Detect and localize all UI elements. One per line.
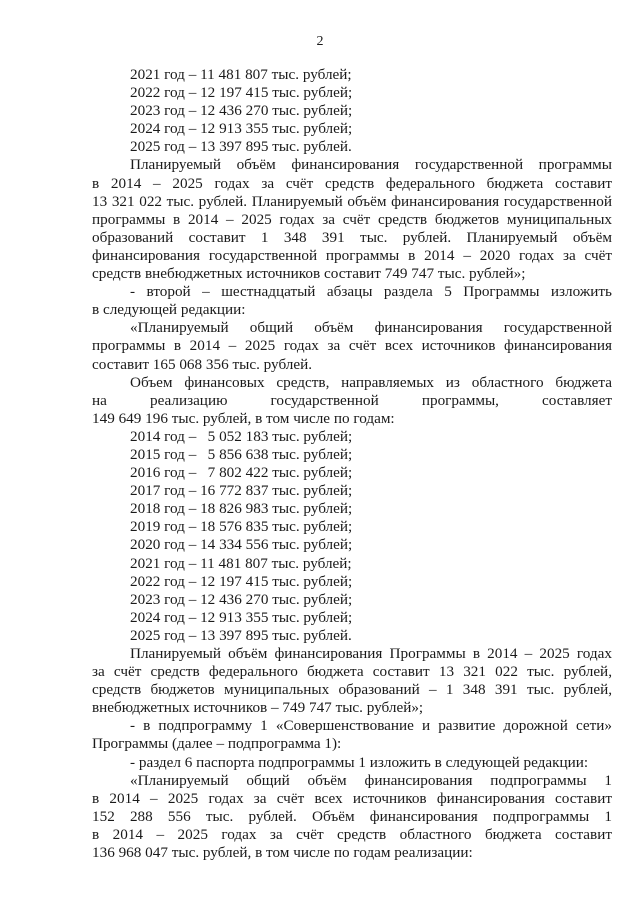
text-line: 136 968 047 тыс. рублей, в том числе по годам реализации: — [92, 844, 473, 862]
years-list-1 — [92, 66, 612, 156]
text-line: образований составит 1 348 391 тыс. рублей. Планируемый объём — [92, 228, 612, 246]
text-line: Планируемый объём финансирования государственной программы — [130, 156, 612, 174]
year-line: 2015 год – 5 856 638 тыс. рублей; — [130, 445, 353, 463]
paragraph-regional-budget — [92, 374, 612, 428]
text-line: составит 165 068 356 тыс. рублей. — [92, 355, 313, 373]
text-line: в 2014 – 2025 годах за счёт средств областного бюджета составит — [92, 825, 612, 843]
year-line: 2022 год – 12 197 415 тыс. рублей; — [130, 572, 353, 590]
text-line: программы в 2014 – 2025 годах за счёт всех источников финансирования — [92, 337, 612, 355]
paragraph-total-funding — [92, 319, 612, 373]
text-line: за счёт средств федерального бюджета составит 13 321 022 тыс. рублей, — [92, 663, 612, 681]
text-line: средств бюджетов муниципальных образований – 1 348 391 тыс. рублей, — [92, 681, 612, 699]
text-line: Планируемый объём финансирования Программы в 2014 – 2025 годах — [130, 645, 612, 662]
year-line: 2025 год – 13 397 895 тыс. рублей. — [130, 626, 352, 644]
text-line: финансирования государственной программы в 2014 – 2020 годах за счёт — [92, 246, 612, 264]
text-line: внебюджетных источников – 749 747 тыс. рублей»; — [92, 699, 424, 717]
text-line: Программы (далее – подпрограмма 1): — [92, 735, 342, 753]
year-line: 2021 год – 11 481 807 тыс. рублей; — [130, 554, 352, 572]
text-line: в 2014 – 2025 годах за счёт всех источников финансирования составит — [92, 789, 612, 807]
text-line: - раздел 6 паспорта подпрограммы 1 изложить в следующей редакции: — [130, 753, 589, 771]
text-line: в 2014 – 2025 годах за счёт средств федерального бюджета составит — [92, 174, 612, 192]
year-line: 2017 год – 16 772 837 тыс. рублей; — [130, 482, 353, 500]
text-line: - второй – шестнадцатый абзацы раздела 5 Программы изложить — [130, 283, 612, 301]
year-line: 2022 год – 12 197 415 тыс. рублей; — [130, 84, 353, 102]
year-line: 2023 год – 12 436 270 тыс. рублей; — [130, 590, 353, 608]
year-line: 2024 год – 12 913 355 тыс. рублей; — [130, 120, 353, 138]
year-line: 2019 год – 18 576 835 тыс. рублей; — [130, 518, 353, 536]
years-list-2 — [92, 428, 612, 645]
year-line: 2021 год – 11 481 807 тыс. рублей; — [130, 66, 352, 83]
paragraph-passport-section6 — [92, 754, 612, 772]
text-line: 149 649 196 тыс. рублей, в том числе по годам: — [92, 409, 395, 427]
year-line: 2020 год – 14 334 556 тыс. рублей; — [130, 536, 353, 554]
text-line: 152 288 556 тыс. рублей. Объём финансирования подпрограммы 1 — [92, 807, 612, 825]
year-line: 2018 год – 18 826 983 тыс. рублей; — [130, 500, 353, 518]
paragraph-program-funding — [92, 645, 612, 717]
paragraph-funding-federal — [92, 156, 612, 283]
page-number: 2 — [316, 34, 324, 49]
text-line: средств внебюджетных источников составит 749 747 тыс. рублей»; — [92, 265, 526, 283]
document-body — [92, 66, 612, 862]
year-line: 2024 год – 12 913 355 тыс. рублей; — [130, 608, 353, 626]
text-line: «Планируемый общий объём финансирования государственной — [130, 319, 612, 337]
text-line: в следующей редакции: — [92, 301, 246, 319]
paragraph-subprogram-1 — [92, 717, 612, 753]
year-line: 2023 год – 12 436 270 тыс. рублей; — [130, 102, 353, 120]
text-line: Объем финансовых средств, направляемых из областного бюджета — [130, 373, 612, 391]
year-line: 2025 год – 13 397 895 тыс. рублей. — [130, 138, 352, 156]
text-line: на реализацию государственной программы, составляет — [92, 391, 612, 409]
text-line: программы в 2014 – 2025 годах за счёт средств бюджетов муниципальных — [92, 210, 612, 228]
text-line: «Планируемый общий объём финансирования подпрограммы 1 — [130, 771, 612, 789]
year-line: 2016 год – 7 802 422 тыс. рублей; — [130, 464, 353, 482]
text-line: - в подпрограмму 1 «Совершенствование и развитие дорожной сети» — [130, 717, 612, 735]
paragraph-amendment-section5 — [92, 283, 612, 319]
text-line: 13 321 022 тыс. рублей. Планируемый объём финансирования государственной — [92, 192, 612, 210]
year-line: 2014 год – 5 052 183 тыс. рублей; — [130, 427, 353, 445]
paragraph-subprogram-funding — [92, 772, 612, 862]
